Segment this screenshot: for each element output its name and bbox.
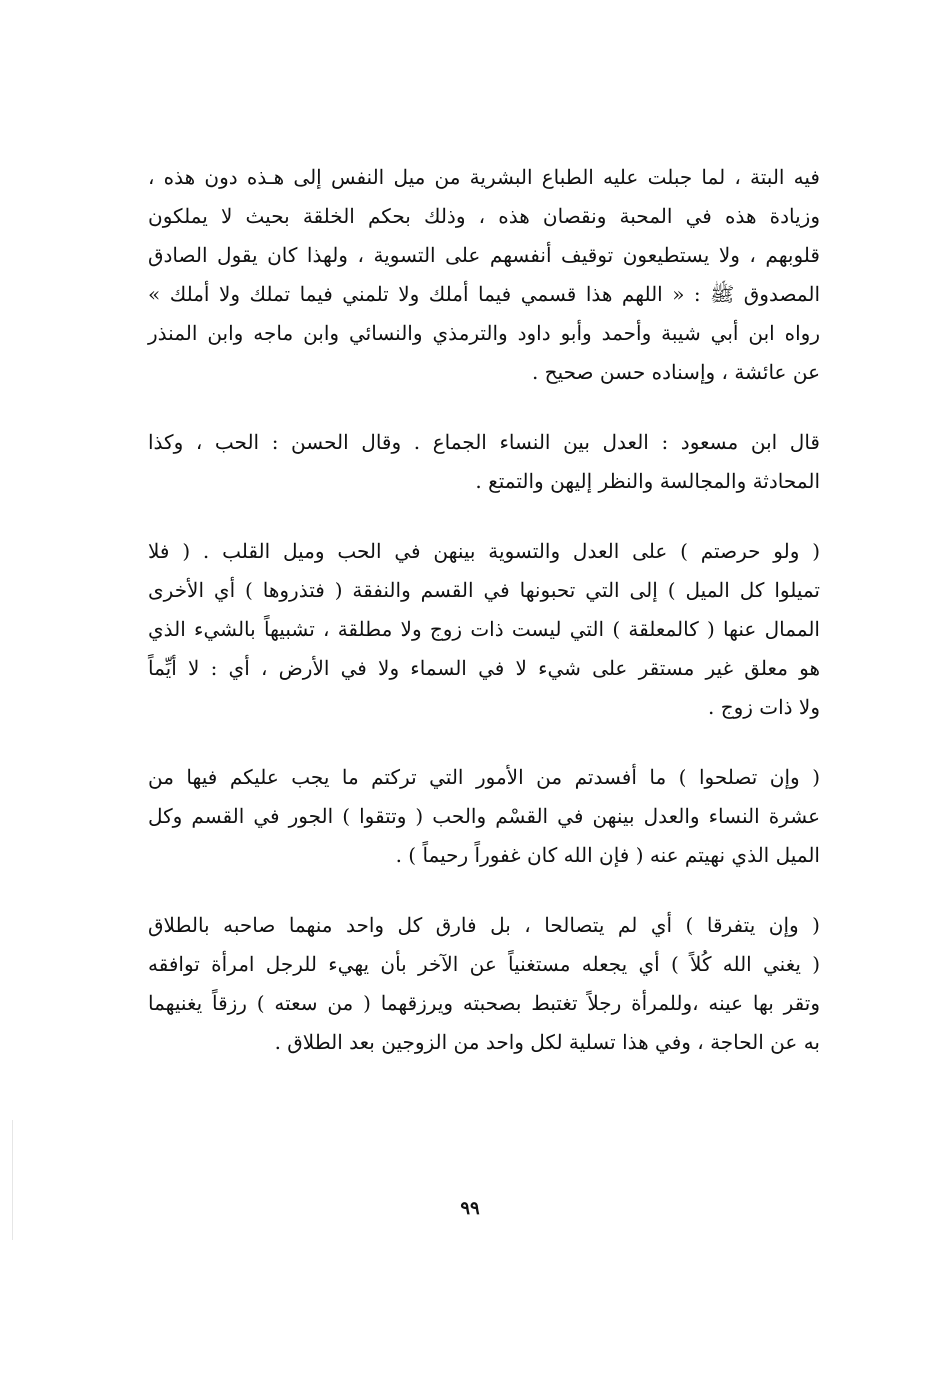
text-line: تميلوا كل الميل ) إلى التي تحبونها في القسم والنفقة ( فتذروها ) أي الأخرى — [148, 578, 820, 602]
text-line: ( ولو حرصتم ) على العدل والتسوية بينهن في الحب وميل القلب . ( فلا — [148, 539, 820, 563]
text-line: ولا ذات زوج . — [707, 695, 820, 719]
paragraph-2 — [148, 423, 820, 501]
paragraph-3 — [148, 532, 820, 727]
paragraph-1 — [148, 158, 820, 392]
text-block — [148, 158, 820, 1093]
paragraph-4 — [148, 758, 820, 875]
text-line: المصدوق ﷺ : « اللهم هذا قسمي فيما أملك ولا تلمني فيما تملك ولا أملك » — [148, 282, 820, 306]
text-line: قال ابن مسعود : العدل بين النساء الجماع . وقال الحسن : الحب ، وكذا — [148, 430, 820, 454]
paragraph-5 — [148, 906, 820, 1062]
text-line: به عن الحاجة ، وفي هذا تسلية لكل واحد من الزوجين بعد الطلاق . — [274, 1030, 820, 1054]
text-line: ( وإن تصلحوا ) ما أفسدتم من الأمور التي تركتم ما يجب عليكم فيها من — [148, 765, 820, 789]
text-line: الممال عنها ( كالمعلقة ) التي ليست ذات زوج ولا مطلقة ، تشبيهاً بالشيء الذي — [148, 617, 820, 641]
text-line: وزيادة هذه في المحبة ونقصان هذه ، وذلك بحكم الخلقة بحيث لا يملكون — [148, 204, 820, 228]
text-line: قلوبهم ، ولا يستطيعون توقيف أنفسهم على التسوية ، ولهذا كان يقول الصادق — [148, 243, 820, 267]
text-line: وتقر بها عينه ،وللمرأة رجلاً تغتبط بصحبته ويرزقهما ( من سعته ) رزقاً يغنيهما — [148, 991, 820, 1015]
page-number: ٩٩ — [460, 1198, 480, 1219]
text-line: المحادثة والمجالسة والنظر إليهن والتمتع . — [475, 469, 820, 493]
text-line: ( يغني الله كُلاً ) أي يجعله مستغنياً عن الآخر بأن يهيء للرجل امرأة توافقه — [148, 952, 820, 976]
text-line: الميل الذي نهيتم عنه ( فإن الله كان غفوراً رحيماً ) . — [395, 843, 820, 867]
text-line: فيه البتة ، لما جبلت عليه الطباع البشرية من ميل النفس إلى هـذه دون هذه ، — [148, 165, 820, 189]
text-line: رواه ابن أبي شيبة وأحمد وأبو داود والترمذي والنسائي وابن ماجه وابن المنذر — [148, 321, 820, 345]
text-line: عن عائشة ، وإسناده حسن صحيح . — [531, 360, 820, 384]
text-line: هو معلق غير مستقر على شيء لا في السماء ولا في الأرض ، أي : لا أيِّماً — [148, 656, 820, 680]
text-line: عشرة النساء والعدل بينهن في القسْم والحب ( وتتقوا ) الجور في القسم وكل — [148, 804, 820, 828]
text-line: ( وإن يتفرقا ) أي لم يتصالحا ، بل فارق كل واحد منهما صاحبه بالطلاق — [148, 913, 820, 937]
scan-margin-mark — [12, 1120, 13, 1240]
